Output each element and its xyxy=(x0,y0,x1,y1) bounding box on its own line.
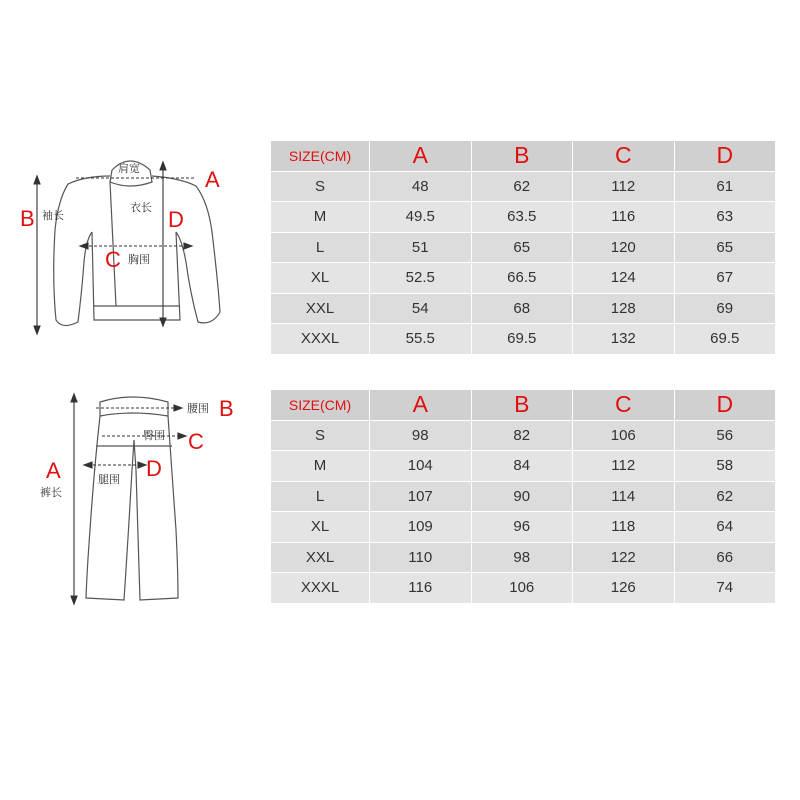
jacket-size-table xyxy=(270,140,776,355)
header-col-b: B xyxy=(471,390,573,421)
header-col-a: A xyxy=(370,141,472,172)
table-row xyxy=(271,420,776,451)
size-cell: XL xyxy=(271,263,370,294)
value-cell: 110 xyxy=(370,542,472,573)
pants-diagram xyxy=(0,0,260,620)
value-cell: 122 xyxy=(573,542,675,573)
size-cell: XXXL xyxy=(271,324,370,355)
value-cell: 74 xyxy=(674,573,776,604)
value-cell: 104 xyxy=(370,451,472,482)
value-cell: 69.5 xyxy=(674,324,776,355)
size-cell: M xyxy=(271,451,370,482)
value-cell: 90 xyxy=(471,481,573,512)
header-col-a: A xyxy=(370,390,472,421)
value-cell: 66.5 xyxy=(471,263,573,294)
value-cell: 54 xyxy=(370,293,472,324)
value-cell: 84 xyxy=(471,451,573,482)
table-row xyxy=(271,263,776,294)
value-cell: 64 xyxy=(674,512,776,543)
size-cell: XXL xyxy=(271,542,370,573)
table-row xyxy=(271,542,776,573)
value-cell: 67 xyxy=(674,263,776,294)
value-cell: 98 xyxy=(370,420,472,451)
value-cell: 112 xyxy=(573,171,675,202)
value-cell: 98 xyxy=(471,542,573,573)
size-cell: XXXL xyxy=(271,573,370,604)
header-col-c: C xyxy=(573,390,675,421)
jacket-label-a: A xyxy=(205,167,220,192)
value-cell: 116 xyxy=(370,573,472,604)
value-cell: 96 xyxy=(471,512,573,543)
value-cell: 68 xyxy=(471,293,573,324)
value-cell: 51 xyxy=(370,232,472,263)
value-cell: 132 xyxy=(573,324,675,355)
table-row xyxy=(271,512,776,543)
table-header-row xyxy=(271,141,776,172)
table-row xyxy=(271,293,776,324)
jacket-label-b: B xyxy=(20,206,35,231)
pants-size-table xyxy=(270,389,776,604)
pants-label-d: D xyxy=(146,456,162,481)
table-row xyxy=(271,171,776,202)
size-cell: S xyxy=(271,420,370,451)
pants-thigh-text: 腿围 xyxy=(98,473,120,486)
value-cell: 106 xyxy=(471,573,573,604)
table-row xyxy=(271,481,776,512)
jacket-chest-text: 胸围 xyxy=(128,253,150,266)
value-cell: 128 xyxy=(573,293,675,324)
jacket-label-d: D xyxy=(168,207,184,232)
table-header-row xyxy=(271,390,776,421)
value-cell: 63.5 xyxy=(471,202,573,233)
size-cell: S xyxy=(271,171,370,202)
value-cell: 55.5 xyxy=(370,324,472,355)
header-col-c: C xyxy=(573,141,675,172)
header-col-d: D xyxy=(674,390,776,421)
size-cell: L xyxy=(271,481,370,512)
table-row xyxy=(271,232,776,263)
value-cell: 62 xyxy=(471,171,573,202)
jacket-length-text: 衣长 xyxy=(130,201,152,214)
size-cell: XXL xyxy=(271,293,370,324)
value-cell: 69 xyxy=(674,293,776,324)
value-cell: 62 xyxy=(674,481,776,512)
size-cell: XL xyxy=(271,512,370,543)
value-cell: 56 xyxy=(674,420,776,451)
pants-label-b: B xyxy=(219,396,234,421)
value-cell: 120 xyxy=(573,232,675,263)
pants-label-a: A xyxy=(46,458,61,483)
jacket-sleeve-text: 袖长 xyxy=(42,209,64,222)
pants-length-text: 裤长 xyxy=(40,486,62,499)
size-cell: M xyxy=(271,202,370,233)
pants-outline xyxy=(0,0,260,620)
value-cell: 126 xyxy=(573,573,675,604)
value-cell: 107 xyxy=(370,481,472,512)
pants-label-c: C xyxy=(188,429,204,454)
value-cell: 116 xyxy=(573,202,675,233)
value-cell: 69.5 xyxy=(471,324,573,355)
header-col-b: B xyxy=(471,141,573,172)
table-row xyxy=(271,324,776,355)
jacket-shoulder-text: 肩宽 xyxy=(118,162,140,175)
table-row xyxy=(271,451,776,482)
value-cell: 52.5 xyxy=(370,263,472,294)
value-cell: 124 xyxy=(573,263,675,294)
value-cell: 112 xyxy=(573,451,675,482)
size-cell: L xyxy=(271,232,370,263)
value-cell: 82 xyxy=(471,420,573,451)
pants-hip-text: 臀围 xyxy=(143,429,165,442)
value-cell: 118 xyxy=(573,512,675,543)
header-size-cell: SIZE(CM) xyxy=(271,141,370,172)
pants-waist-text: 腰围 xyxy=(187,402,209,415)
value-cell: 114 xyxy=(573,481,675,512)
value-cell: 63 xyxy=(674,202,776,233)
value-cell: 61 xyxy=(674,171,776,202)
table-row xyxy=(271,202,776,233)
value-cell: 48 xyxy=(370,171,472,202)
value-cell: 65 xyxy=(471,232,573,263)
jacket-label-c: C xyxy=(105,247,121,272)
value-cell: 49.5 xyxy=(370,202,472,233)
value-cell: 65 xyxy=(674,232,776,263)
value-cell: 66 xyxy=(674,542,776,573)
value-cell: 58 xyxy=(674,451,776,482)
table-row xyxy=(271,573,776,604)
value-cell: 106 xyxy=(573,420,675,451)
header-col-d: D xyxy=(674,141,776,172)
header-size-cell: SIZE(CM) xyxy=(271,390,370,421)
value-cell: 109 xyxy=(370,512,472,543)
